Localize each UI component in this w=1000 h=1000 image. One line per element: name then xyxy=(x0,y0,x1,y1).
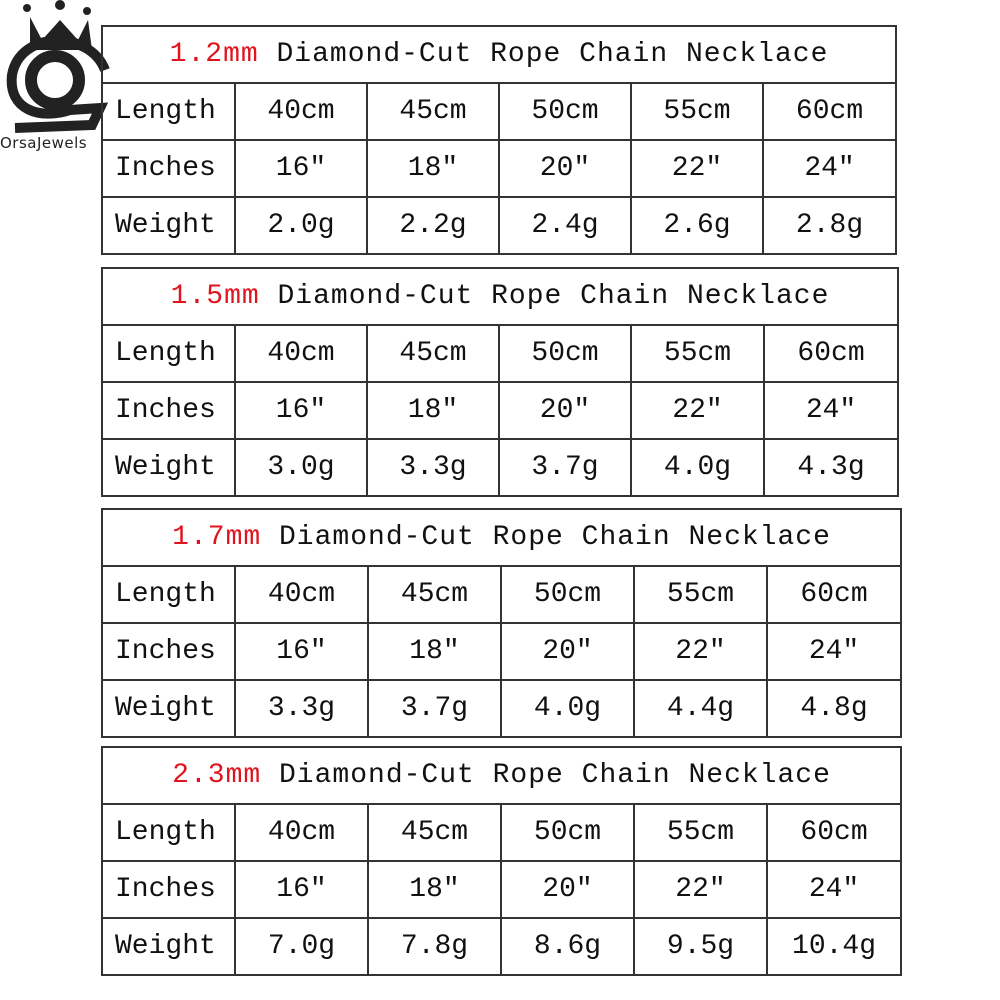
table-row xyxy=(102,439,898,496)
table-row xyxy=(102,804,901,861)
table-cell: 20″ xyxy=(501,861,634,918)
chain-size: 1.5mm xyxy=(170,281,260,312)
table-row xyxy=(102,918,901,975)
table-cell: 2.0g xyxy=(235,197,367,254)
table-cell: 4.3g xyxy=(764,439,898,496)
table-row xyxy=(102,382,898,439)
table-cell: 2.4g xyxy=(499,197,631,254)
table-row xyxy=(102,197,896,254)
chain-title: Diamond-Cut Rope Chain Necklace xyxy=(279,760,831,791)
table-cell: 60cm xyxy=(764,325,898,382)
chain-title: Diamond-Cut Rope Chain Necklace xyxy=(279,522,831,553)
size-table-1.7mm xyxy=(101,508,902,738)
table-cell: 4.0g xyxy=(631,439,764,496)
table-cell: 50cm xyxy=(501,804,634,861)
row-label: Weight xyxy=(102,439,235,496)
table-title xyxy=(102,26,896,83)
row-label: Weight xyxy=(102,680,235,737)
table-cell: 22″ xyxy=(631,382,764,439)
table-cell: 4.8g xyxy=(767,680,901,737)
table-cell: 40cm xyxy=(235,325,367,382)
row-label: Length xyxy=(102,566,235,623)
table-title xyxy=(102,268,898,325)
row-label: Length xyxy=(102,325,235,382)
table-cell: 3.3g xyxy=(235,680,368,737)
row-label: Weight xyxy=(102,197,235,254)
table-row xyxy=(102,325,898,382)
table-cell: 16″ xyxy=(235,382,367,439)
table-cell: 18″ xyxy=(368,861,501,918)
chain-size: 1.7mm xyxy=(172,522,262,553)
table-cell: 40cm xyxy=(235,83,367,140)
table-cell: 10.4g xyxy=(767,918,901,975)
table-cell: 2.8g xyxy=(763,197,896,254)
table-cell: 9.5g xyxy=(634,918,767,975)
table-row xyxy=(102,140,896,197)
table-cell: 3.3g xyxy=(367,439,499,496)
table-cell: 24″ xyxy=(767,861,901,918)
table-cell: 2.6g xyxy=(631,197,763,254)
brand-name: OrsaJewels xyxy=(0,134,88,152)
row-label: Weight xyxy=(102,918,235,975)
table-cell: 45cm xyxy=(367,325,499,382)
table-cell: 45cm xyxy=(367,83,499,140)
table-cell: 18″ xyxy=(368,623,501,680)
table-cell: 55cm xyxy=(631,83,763,140)
table-cell: 24″ xyxy=(764,382,898,439)
table-cell: 16″ xyxy=(235,861,368,918)
table-cell: 24″ xyxy=(763,140,896,197)
table-cell: 18″ xyxy=(367,140,499,197)
table-cell: 45cm xyxy=(368,804,501,861)
chain-title: Diamond-Cut Rope Chain Necklace xyxy=(276,39,829,70)
table-cell: 60cm xyxy=(763,83,896,140)
table-cell: 20″ xyxy=(499,140,631,197)
table-cell: 16″ xyxy=(235,140,367,197)
table-cell: 55cm xyxy=(634,804,767,861)
row-label: Length xyxy=(102,83,235,140)
row-label: Length xyxy=(102,804,235,861)
chain-size: 2.3mm xyxy=(172,760,262,791)
table-cell: 60cm xyxy=(767,804,901,861)
table-cell: 2.2g xyxy=(367,197,499,254)
chain-title: Diamond-Cut Rope Chain Necklace xyxy=(277,281,830,312)
table-cell: 8.6g xyxy=(501,918,634,975)
row-label: Inches xyxy=(102,623,235,680)
size-table-1.2mm xyxy=(101,25,897,255)
row-label: Inches xyxy=(102,140,235,197)
table-row xyxy=(102,861,901,918)
table-row xyxy=(102,680,901,737)
table-cell: 3.7g xyxy=(368,680,501,737)
table-cell: 50cm xyxy=(501,566,634,623)
table-cell: 45cm xyxy=(368,566,501,623)
table-title xyxy=(102,747,901,804)
table-cell: 40cm xyxy=(235,566,368,623)
table-cell: 22″ xyxy=(634,623,767,680)
row-label: Inches xyxy=(102,382,235,439)
table-cell: 18″ xyxy=(367,382,499,439)
table-cell: 22″ xyxy=(634,861,767,918)
table-cell: 50cm xyxy=(499,83,631,140)
table-cell: 4.4g xyxy=(634,680,767,737)
table-cell: 7.8g xyxy=(368,918,501,975)
table-cell: 60cm xyxy=(767,566,901,623)
table-row xyxy=(102,623,901,680)
table-cell: 40cm xyxy=(235,804,368,861)
table-cell: 55cm xyxy=(631,325,764,382)
table-cell: 24″ xyxy=(767,623,901,680)
table-cell: 7.0g xyxy=(235,918,368,975)
table-cell: 55cm xyxy=(634,566,767,623)
table-cell: 3.0g xyxy=(235,439,367,496)
row-label: Inches xyxy=(102,861,235,918)
table-cell: 22″ xyxy=(631,140,763,197)
table-cell: 3.7g xyxy=(499,439,631,496)
table-title xyxy=(102,509,901,566)
table-cell: 20″ xyxy=(501,623,634,680)
table-row xyxy=(102,83,896,140)
size-table-2.3mm xyxy=(101,746,902,976)
table-cell: 50cm xyxy=(499,325,631,382)
table-cell: 4.0g xyxy=(501,680,634,737)
table-cell: 20″ xyxy=(499,382,631,439)
table-cell: 16″ xyxy=(235,623,368,680)
chain-size: 1.2mm xyxy=(169,39,259,70)
size-table-1.5mm xyxy=(101,267,899,497)
table-row xyxy=(102,566,901,623)
